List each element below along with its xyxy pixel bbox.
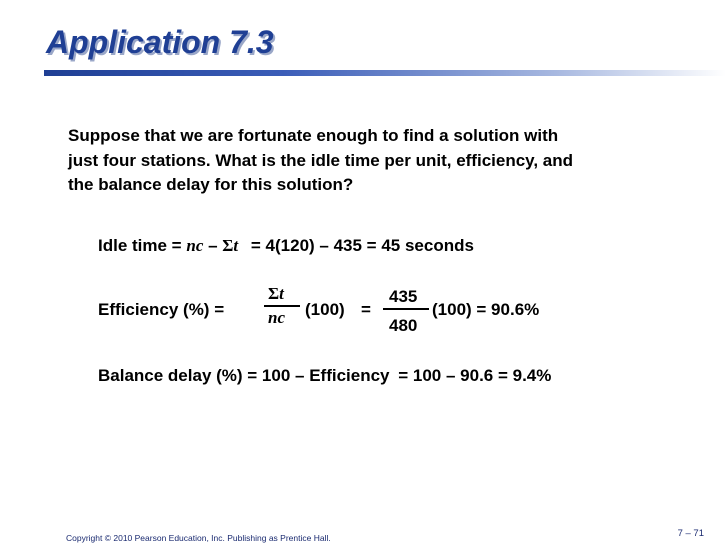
idle-nc-term: nc — [186, 236, 204, 255]
page-number: 7 – 71 — [677, 528, 704, 539]
balance-delay-result: = 100 – 90.6 = 9.4% — [398, 366, 552, 385]
idle-time-label: Idle time = — [98, 236, 182, 255]
efficiency-numerator-value: 435 — [389, 287, 418, 306]
efficiency-fraction-bar-symbolic — [264, 305, 300, 307]
title-underline — [44, 70, 726, 76]
efficiency-denominator-symbolic: nc — [268, 308, 285, 327]
copyright-notice: Copyright © 2010 Pearson Education, Inc. Publishing as Prentice Hall. — [66, 533, 331, 543]
efficiency-label: Efficiency (%) = — [98, 300, 225, 319]
efficiency-numerator-symbolic — [268, 284, 284, 304]
question-line-2: just four stations. What is the idle time per unit, efficiency, and — [68, 150, 574, 170]
idle-t-term: t — [233, 236, 239, 255]
efficiency-denominator-value: 480 — [389, 316, 418, 335]
idle-time-equation — [98, 236, 474, 256]
slide-title: Application 7.3 — [46, 24, 274, 60]
question-text — [68, 124, 688, 198]
efficiency-sigma-symbol: Σ — [268, 284, 280, 303]
efficiency-factor: (100) — [305, 300, 345, 319]
question-line-1: Suppose that we are fortunate enough to find a solution with — [68, 126, 559, 145]
efficiency-equals: = — [361, 300, 371, 319]
efficiency-t-term: t — [279, 284, 284, 303]
idle-minus: – — [208, 236, 218, 255]
idle-time-result: = 4(120) – 435 = 45 seconds — [250, 236, 474, 255]
idle-sigma-symbol: Σ — [222, 236, 234, 255]
question-line-3: the balance delay for this solution? — [68, 175, 354, 194]
efficiency-fraction-bar-numeric — [383, 308, 429, 310]
balance-delay-equation — [98, 366, 551, 386]
balance-delay-label: Balance delay (%) = 100 – Efficiency — [98, 366, 390, 385]
efficiency-result: (100) = 90.6% — [432, 300, 540, 319]
